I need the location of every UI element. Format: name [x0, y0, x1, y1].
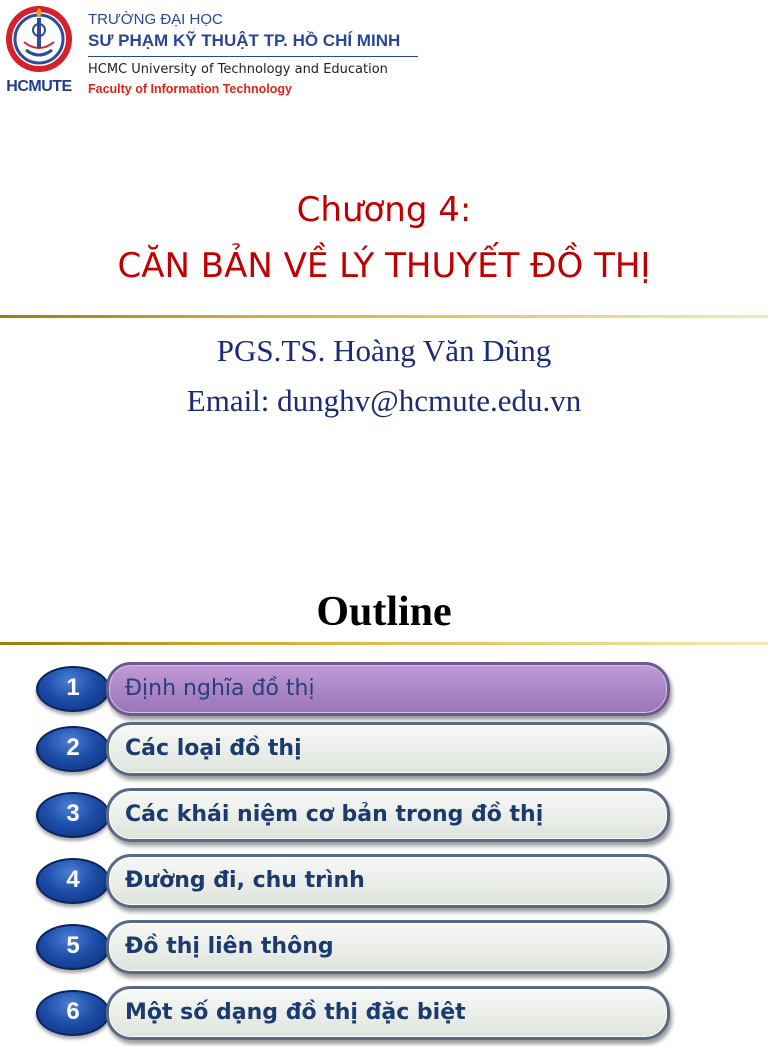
outline-item-5[interactable]	[36, 920, 672, 980]
outline-item-label: Các khái niệm cơ bản trong đồ thị	[125, 802, 544, 827]
faculty-name: Faculty of Information Technology	[88, 82, 292, 96]
outline-number-badge: 1	[36, 666, 110, 712]
outline-item-4[interactable]	[36, 854, 672, 914]
outline-number-badge: 2	[36, 726, 110, 772]
outline-number-badge: 3	[36, 792, 110, 838]
outline-item-pill[interactable]	[106, 788, 670, 842]
outline-item-pill[interactable]	[106, 722, 670, 776]
outline-item-pill[interactable]	[106, 986, 670, 1040]
outline-item-label: Đường đi, chu trình	[125, 868, 365, 893]
outline-number-badge: 5	[36, 924, 110, 970]
outline-item-1[interactable]	[36, 662, 672, 722]
chapter-number: Chương 4:	[296, 190, 472, 230]
outline-number-badge: 4	[36, 858, 110, 904]
outline-item-label: Các loại đồ thị	[125, 736, 302, 761]
outline-item-label: Một số dạng đồ thị đặc biệt	[125, 1000, 466, 1025]
outline-item-pill[interactable]	[106, 920, 670, 974]
outline-item-pill[interactable]	[106, 662, 670, 716]
outline-item-label: Đồ thị liên thông	[125, 934, 334, 959]
outline-item-3[interactable]	[36, 788, 672, 848]
author-email: Email: dunghv@hcmute.edu.vn	[186, 383, 582, 418]
outline-item-2[interactable]	[36, 722, 672, 782]
logo-text: HCMUTE	[6, 78, 72, 95]
outline-item-pill[interactable]	[106, 854, 670, 908]
university-type: TRƯỜNG ĐẠI HỌC	[88, 11, 223, 28]
outline-number-badge: 6	[36, 990, 110, 1036]
outline-item-6[interactable]	[36, 986, 672, 1046]
outline-heading: Outline	[316, 589, 452, 635]
author-name: PGS.TS. Hoàng Văn Dũng	[216, 333, 552, 368]
outline-item-label: Định nghĩa đồ thị	[125, 676, 315, 701]
chapter-title: CĂN BẢN VỀ LÝ THUYẾT ĐỒ THỊ	[117, 246, 651, 286]
university-name-vi: SƯ PHẠM KỸ THUẬT TP. HỒ CHÍ MINH	[88, 31, 401, 50]
university-name-en: HCMC University of Technology and Education	[88, 62, 388, 77]
